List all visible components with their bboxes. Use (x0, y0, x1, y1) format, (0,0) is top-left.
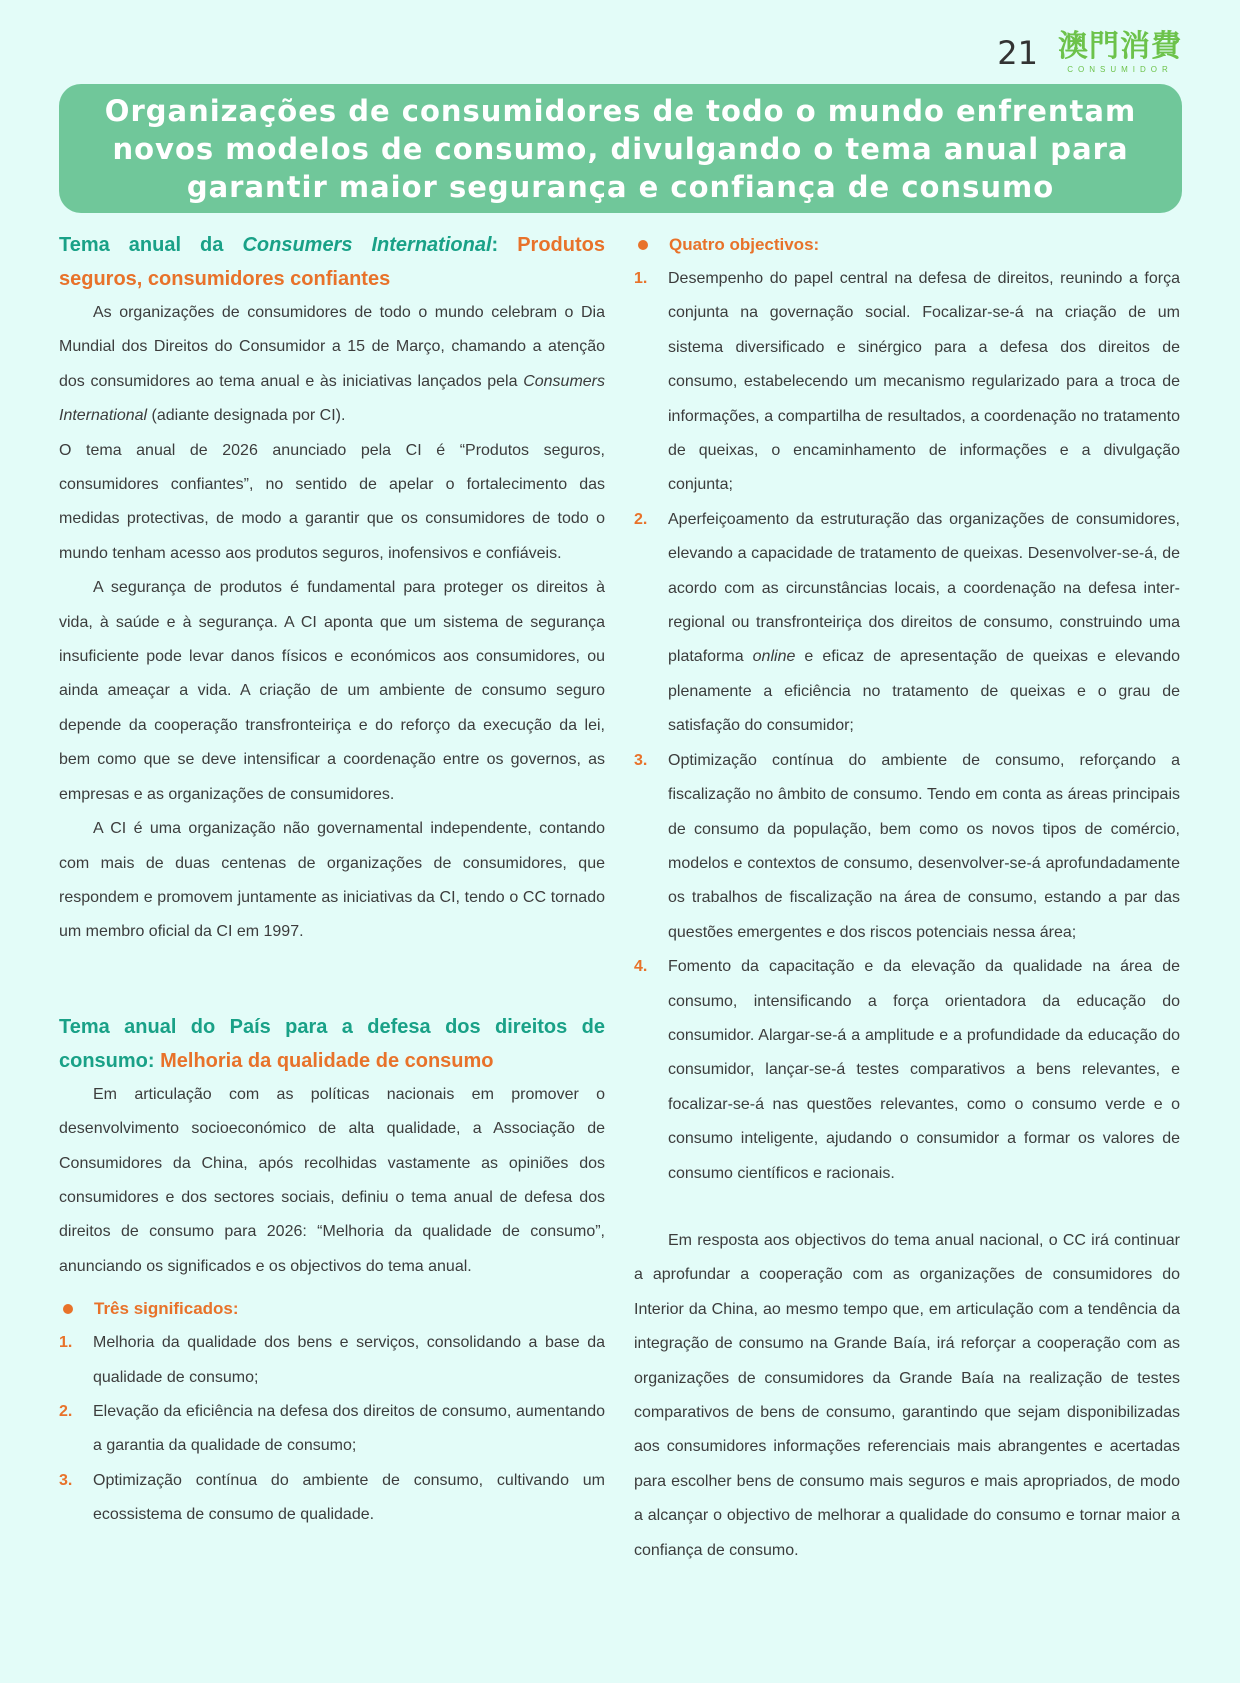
list-item (59, 1326, 605, 1395)
list-number: 2. (59, 1402, 73, 1420)
section-heading-national (59, 1010, 605, 1078)
bullet-dot-icon (638, 240, 648, 250)
spacer (634, 1191, 1180, 1224)
list-number: 1. (634, 270, 648, 287)
page-number: 21 (997, 34, 1038, 72)
title-line-2: novos modelos de consumo, divulgando o tema anual para (112, 131, 1129, 166)
list-item (634, 744, 1180, 950)
title-line-3: garantir maior segurança e confiança de consumo (186, 169, 1055, 204)
bullet-heading-objectivos (634, 228, 1180, 262)
heading-theme: Produtos seguros, consumidores confiantes (59, 234, 605, 290)
paragraph-ci-3: A segurança de produtos é fundamental para proteger os direitos à vida, à saúde e à segurança. A CI aponta que um sistema de segurança insuficiente pode levar danos físicos e económicos aos consumidores, ou ainda ameaçar a vida. A criação de um ambiente de consumo seguro depende da cooperação transfronteiriça e do reforço da execução da lei, bem como que se deve intensificar a coordenação entre os governos, as empresas e as organizações de consumidores. (59, 579, 605, 803)
list-item (634, 262, 1180, 503)
section-heading-ci (59, 228, 605, 296)
left-column (59, 228, 605, 1533)
title-line-1: Organizações de consumidores de todo o mundo enfrentam (104, 93, 1137, 128)
list-item (59, 1464, 605, 1533)
logo-subtext: CONSUMIDOR (1067, 65, 1173, 74)
page-header (997, 30, 1182, 74)
list-item (59, 1395, 605, 1464)
paragraph-text: As organizações de consumidores de todo o mundo celebram o Dia Mundial dos Direitos do Consumidor a 15 de Março, chamando a atenção dos consumidores ao tema anual e às iniciativas lançados pela (59, 304, 605, 390)
paragraph-ci-2: O tema anual de 2026 anunciado pela CI é “Produtos seguros, consumidores confiantes”, no sentido de apelar o fortalecimento das medidas protectivas, de modo a garantir que os consumidores de todo o mundo tenham acesso aos produtos seguros, inofensivos e confiáveis. (59, 441, 605, 562)
list-item (634, 503, 1180, 744)
list-text: Fomento da capacitação e da elevação da qualidade na área de consumo, intensificando a força orientadora da educação do consumidor. Alargar-se-á a amplitude e a profundidade da educação do consumidor, lançar-se-á testes comparativos a bens relevantes, e focalizar-se-á nas questões relevantes, como o consumo verde e o consumo inteligente, ajudando o consumidor a formar os valores de consumo científicos e racionais. (668, 958, 1180, 1182)
spacer (59, 1284, 605, 1292)
list-item (634, 950, 1180, 1191)
paragraph-closing: Em resposta aos objectivos do tema anual nacional, o CC irá continuar a aprofundar a cooperação com as organizações de consumidores do Interior da China, ao mesmo tempo que, em articulação com a tendência da integração de consumo na Grande Baía, irá reforçar a cooperação com as organizações de consumidores da Grande Baía na realização de testes comparativos de bens de consumo, garantindo que sejam disponibilizadas aos consumidores informações referenciais mais abrangentes e acertadas para escolher bens de consumo mais seguros e mais apropriados, de modo a alcançar o objectivo de melhorar a qualidade do consumo e tornar maior a confiança de consumo. (634, 1231, 1180, 1559)
list-number: 3. (634, 751, 648, 769)
list-number: 1. (59, 1334, 73, 1352)
list-text: Desempenho do papel central na defesa de direitos, reunindo a força conjunta na governação social. Focalizar-se-á na criação de um sistema diversificado e sinérgico para a defesa dos direitos de consumo, estabelecendo um mecanismo regularizado para a troca de informações, a compartilha de resultados, a coordenação no tratamento de queixas, o encaminhamento de informações e a divulgação conjunta; (668, 270, 1180, 494)
paragraph-ci-4: A CI é uma organização não governamental independente, contando com mais de duas centenas de organizações de consumidores, que respondem e promovem juntamente as iniciativas da CI, tendo o CC tornado um membro oficial da CI em 1997. (59, 820, 605, 941)
paragraph-text: (adiante designada por CI). (147, 407, 346, 425)
list-text (668, 503, 1180, 744)
list-number: 3. (59, 1471, 73, 1489)
logo-text: 澳門消費 (1058, 29, 1182, 64)
heading-prefix: Tema anual da (59, 234, 243, 256)
bullet-title: Três significados: (94, 1298, 239, 1318)
bullet-heading-significados (59, 1292, 605, 1326)
page-title (105, 92, 1136, 206)
list-text-part: Aperfeiçoamento da estruturação das organizações de consumidores, elevando a capacidade de tratamento de queixas. Desenvolver-se-á, de acordo com as circunstâncias locais, a coordenação na defesa inter-regional ou transfronteiriça dos direitos de consumo, construindo uma plataforma (668, 510, 1180, 666)
list-text: Melhoria da qualidade dos bens e serviços, consolidando a base da qualidade de consumo; (93, 1334, 605, 1386)
heading-org: Consumers International (242, 234, 492, 256)
list-text: Elevação da eficiência na defesa dos direitos de consumo, aumentando a garantia da qualidade de consumo; (93, 1402, 605, 1455)
list-text-emphasis: online (752, 648, 796, 666)
bullet-dot-icon (63, 1304, 73, 1314)
title-banner (59, 84, 1182, 213)
heading-colon: : (491, 234, 518, 256)
list-text-part: e eficaz de apresentação de queixas e elevando plenamente a eficiência no tratamento de queixas e o grau de satisfação do consumidor; (668, 648, 1180, 735)
paragraph-org: Consumers International (59, 372, 605, 425)
list-number: 2. (634, 510, 648, 528)
list-number: 4. (634, 958, 648, 976)
logo (1058, 30, 1182, 74)
paragraph-ci-1 (59, 296, 605, 434)
spacer (59, 950, 605, 1010)
list-text: Optimização contínua do ambiente de consumo, cultivando um ecossistema de consumo de qualidade. (93, 1471, 605, 1524)
heading-prefix: Tema anual do País para a defesa dos direitos de consumo: (59, 1015, 605, 1072)
paragraph-national-1: Em articulação com as políticas nacionais em promover o desenvolvimento socioeconómico de alta qualidade, a Associação de Consumidores da China, após recolhidas vastamente as opiniões dos consumidores e dos sectores sociais, definiu o tema anual de defesa dos direitos de consumo para 2026: “Melhoria da qualidade de consumo”, anunciando os significados e os objectivos do tema anual. (59, 1085, 605, 1275)
heading-theme: Melhoria da qualidade de consumo (160, 1049, 494, 1072)
list-text: Optimização contínua do ambiente de consumo, reforçando a fiscalização no âmbito de consumo. Tendo em conta as áreas principais de consumo da população, bem como os novos tipos de comércio, modelos e contextos de consumo, desenvolver-se-á aprofundadamente os trabalhos de fiscalização na área de consumo, estando a par das questões emergentes e dos riscos potenciais nessa área; (668, 751, 1180, 941)
right-column (634, 228, 1180, 1568)
bullet-title: Quatro objectivos: (669, 234, 820, 254)
